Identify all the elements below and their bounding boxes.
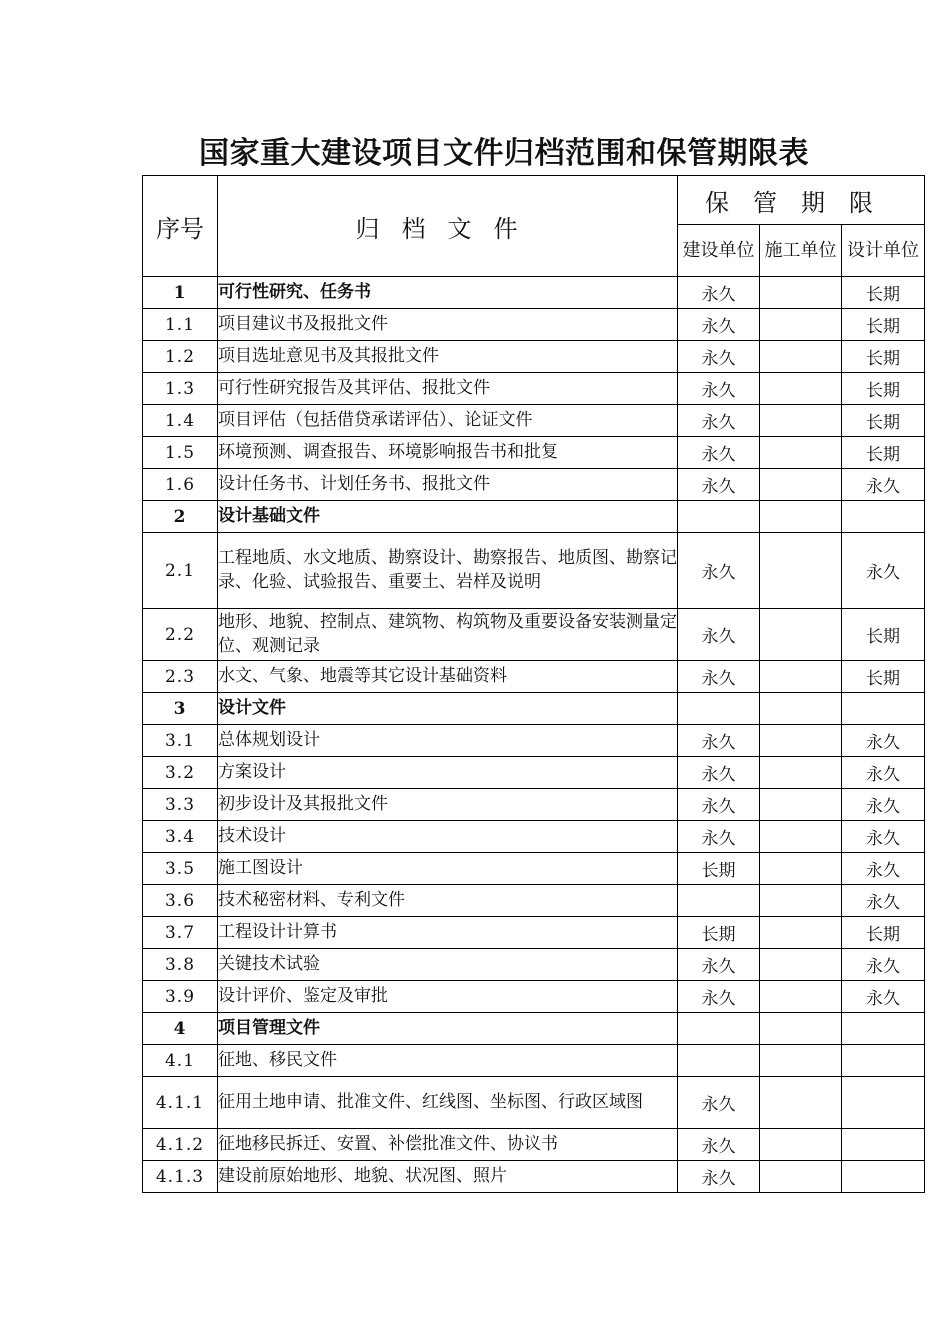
construction-unit-cell: 长期 [678,853,760,885]
builder-unit-cell [760,661,842,693]
design-unit-cell: 长期 [842,373,925,405]
table-row [143,885,925,917]
table-row [143,1077,925,1129]
document-cell: 设计任务书、计划任务书、报批文件 [218,469,678,501]
construction-unit-cell: 永久 [678,1161,760,1193]
seq-cell: 4.1.3 [143,1161,218,1193]
builder-unit-cell [760,277,842,309]
design-unit-cell: 永久 [842,533,925,609]
table-row [143,341,925,373]
table-row [143,725,925,757]
seq-cell: 1.4 [143,405,218,437]
seq-cell: 1.2 [143,341,218,373]
builder-unit-cell [760,341,842,373]
builder-unit-cell [760,501,842,533]
header-construction-unit: 建设单位 [678,225,760,277]
design-unit-cell: 长期 [842,437,925,469]
document-cell: 建设前原始地形、地貌、状况图、照片 [218,1161,678,1193]
page-title: 国家重大建设项目文件归档范围和保管期限表 [199,136,809,171]
document-cell: 关键技术试验 [218,949,678,981]
design-unit-cell: 永久 [842,725,925,757]
design-unit-cell: 永久 [842,885,925,917]
design-unit-cell: 永久 [842,949,925,981]
document-cell: 环境预测、调查报告、环境影响报告书和批复 [218,437,678,469]
seq-cell: 2 [143,501,218,533]
design-unit-cell [842,1077,925,1129]
construction-unit-cell: 永久 [678,789,760,821]
header-file: 归档文件 [218,176,678,277]
design-unit-cell [842,501,925,533]
document-cell: 项目建议书及报批文件 [218,309,678,341]
design-unit-cell [842,1045,925,1077]
builder-unit-cell [760,853,842,885]
construction-unit-cell: 永久 [678,1129,760,1161]
design-unit-cell: 长期 [842,609,925,661]
builder-unit-cell [760,949,842,981]
builder-unit-cell [760,1045,842,1077]
builder-unit-cell [760,693,842,725]
design-unit-cell: 永久 [842,789,925,821]
design-unit-cell: 永久 [842,821,925,853]
builder-unit-cell [760,1161,842,1193]
builder-unit-cell [760,309,842,341]
table-row [143,661,925,693]
builder-unit-cell [760,437,842,469]
seq-cell: 1.1 [143,309,218,341]
construction-unit-cell: 永久 [678,949,760,981]
document-cell: 设计评价、鉴定及审批 [218,981,678,1013]
seq-cell: 3.1 [143,725,218,757]
design-unit-cell [842,1161,925,1193]
document-cell: 征地、移民文件 [218,1045,678,1077]
design-unit-cell: 长期 [842,341,925,373]
construction-unit-cell: 永久 [678,341,760,373]
construction-unit-cell: 永久 [678,725,760,757]
design-unit-cell: 永久 [842,757,925,789]
table-row [143,533,925,609]
table-row [143,1013,925,1045]
document-cell: 征用土地申请、批准文件、红线图、坐标图、行政区域图 [218,1077,678,1129]
seq-cell: 4.1.1 [143,1077,218,1129]
table-row [143,309,925,341]
table-row [143,821,925,853]
seq-cell: 4.1.2 [143,1129,218,1161]
construction-unit-cell [678,885,760,917]
table-row [143,981,925,1013]
seq-cell: 1.6 [143,469,218,501]
design-unit-cell: 永久 [842,981,925,1013]
document-cell: 工程地质、水文地质、勘察设计、勘察报告、地质图、勘察记录、化验、试验报告、重要土、岩样及说明 [218,533,678,609]
table-row [143,789,925,821]
construction-unit-cell: 永久 [678,309,760,341]
seq-cell: 3.9 [143,981,218,1013]
builder-unit-cell [760,821,842,853]
builder-unit-cell [760,469,842,501]
design-unit-cell: 长期 [842,661,925,693]
builder-unit-cell [760,757,842,789]
table-row [143,373,925,405]
document-cell: 项目管理文件 [218,1013,678,1045]
header-seq: 序号 [143,176,218,277]
construction-unit-cell [678,1045,760,1077]
builder-unit-cell [760,1077,842,1129]
table-row [143,405,925,437]
builder-unit-cell [760,725,842,757]
construction-unit-cell: 永久 [678,373,760,405]
construction-unit-cell [678,1013,760,1045]
seq-cell: 3.8 [143,949,218,981]
construction-unit-cell: 永久 [678,533,760,609]
builder-unit-cell [760,917,842,949]
table-row [143,501,925,533]
builder-unit-cell [760,609,842,661]
seq-cell: 3.2 [143,757,218,789]
table-row [143,1161,925,1193]
table-row [143,437,925,469]
construction-unit-cell: 永久 [678,469,760,501]
builder-unit-cell [760,885,842,917]
table-row [143,693,925,725]
document-cell: 水文、气象、地震等其它设计基础资料 [218,661,678,693]
seq-cell: 2.1 [143,533,218,609]
builder-unit-cell [760,533,842,609]
seq-cell: 3.7 [143,917,218,949]
builder-unit-cell [760,789,842,821]
builder-unit-cell [760,405,842,437]
table-row [143,1129,925,1161]
header-period: 保管期限 [678,176,925,225]
table-row [143,609,925,661]
construction-unit-cell: 永久 [678,757,760,789]
document-cell: 技术秘密材料、专利文件 [218,885,678,917]
design-unit-cell: 长期 [842,917,925,949]
document-cell: 方案设计 [218,757,678,789]
seq-cell: 2.3 [143,661,218,693]
design-unit-cell: 长期 [842,277,925,309]
builder-unit-cell [760,373,842,405]
table-row [143,469,925,501]
table-row [143,917,925,949]
construction-unit-cell: 永久 [678,821,760,853]
document-cell: 可行性研究报告及其评估、报批文件 [218,373,678,405]
construction-unit-cell: 永久 [678,277,760,309]
archive-table [142,175,925,1193]
construction-unit-cell [678,501,760,533]
header-builder-unit: 施工单位 [760,225,842,277]
seq-cell: 3.6 [143,885,218,917]
construction-unit-cell: 永久 [678,981,760,1013]
design-unit-cell: 永久 [842,469,925,501]
document-cell: 设计基础文件 [218,501,678,533]
builder-unit-cell [760,1129,842,1161]
document-cell: 总体规划设计 [218,725,678,757]
document-cell: 工程设计计算书 [218,917,678,949]
construction-unit-cell: 永久 [678,661,760,693]
document-cell: 初步设计及其报批文件 [218,789,678,821]
seq-cell: 3.4 [143,821,218,853]
design-unit-cell: 长期 [842,405,925,437]
document-cell: 征地移民拆迁、安置、补偿批准文件、协议书 [218,1129,678,1161]
design-unit-cell [842,1129,925,1161]
builder-unit-cell [760,981,842,1013]
construction-unit-cell: 永久 [678,609,760,661]
document-cell: 设计文件 [218,693,678,725]
header-design-unit: 设计单位 [842,225,925,277]
construction-unit-cell [678,693,760,725]
seq-cell: 1.3 [143,373,218,405]
table-row [143,1045,925,1077]
seq-cell: 1 [143,277,218,309]
design-unit-cell [842,693,925,725]
document-cell: 技术设计 [218,821,678,853]
table-row [143,949,925,981]
design-unit-cell [842,1013,925,1045]
construction-unit-cell: 永久 [678,405,760,437]
builder-unit-cell [760,1013,842,1045]
construction-unit-cell: 永久 [678,437,760,469]
seq-cell: 2.2 [143,609,218,661]
document-cell: 可行性研究、任务书 [218,277,678,309]
seq-cell: 3.3 [143,789,218,821]
document-cell: 施工图设计 [218,853,678,885]
construction-unit-cell: 长期 [678,917,760,949]
seq-cell: 3 [143,693,218,725]
seq-cell: 3.5 [143,853,218,885]
table-row [143,757,925,789]
design-unit-cell: 长期 [842,309,925,341]
table-row [143,853,925,885]
document-cell: 项目评估（包括借贷承诺评估）、论证文件 [218,405,678,437]
table-row [143,277,925,309]
seq-cell: 4.1 [143,1045,218,1077]
table-body [143,277,925,1193]
document-cell: 地形、地貌、控制点、建筑物、构筑物及重要设备安装测量定位、观测记录 [218,609,678,661]
design-unit-cell: 永久 [842,853,925,885]
construction-unit-cell: 永久 [678,1077,760,1129]
document-cell: 项目选址意见书及其报批文件 [218,341,678,373]
seq-cell: 4 [143,1013,218,1045]
seq-cell: 1.5 [143,437,218,469]
